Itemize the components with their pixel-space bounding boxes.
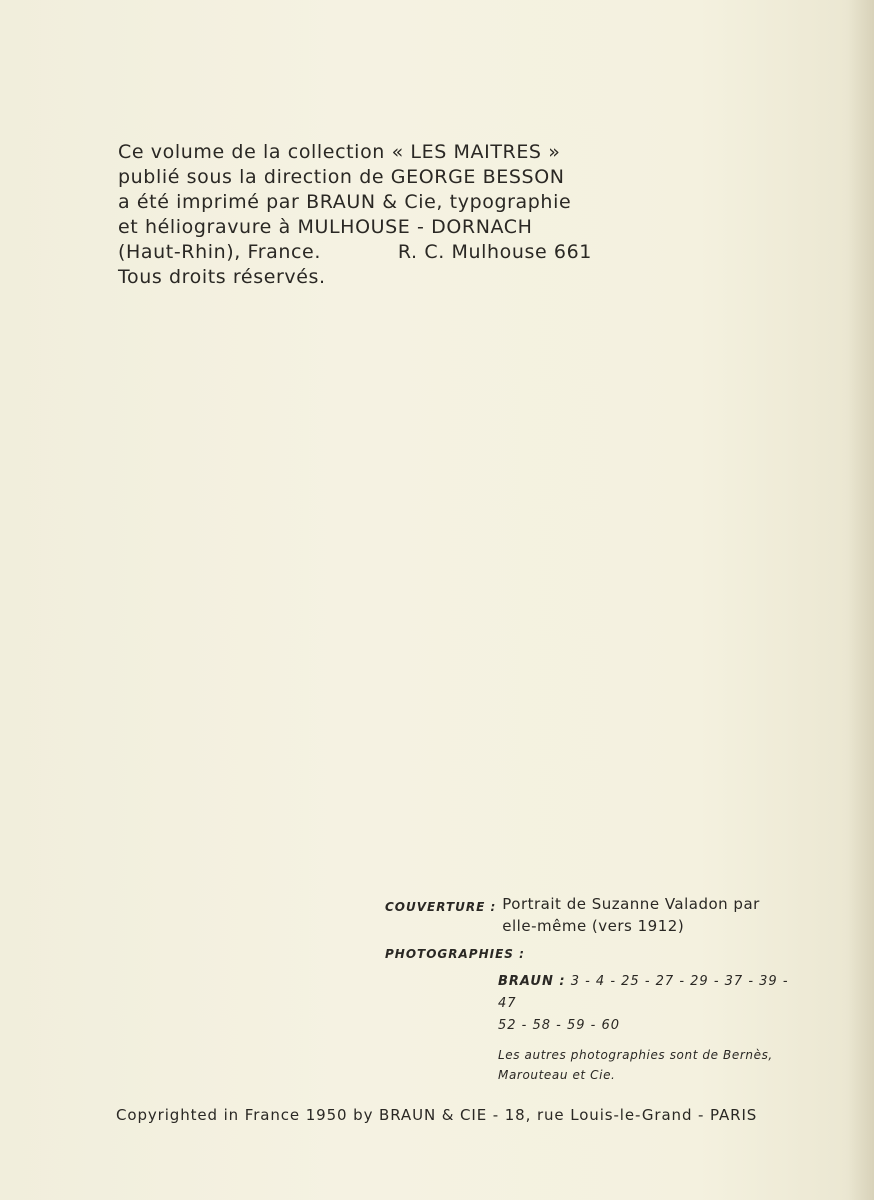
colophon <box>118 140 592 290</box>
colophon-line: et héliogravure à MULHOUSE - DORNACH <box>118 216 533 238</box>
other-photographers <box>385 1045 805 1085</box>
rights-line <box>118 265 592 290</box>
copyright-notice: Copyrighted in France 1950 by BRAUN & CIE - 18, rue Louis-le-Grand - PARIS <box>116 1106 758 1124</box>
rights-text: Tous droits réservés. <box>118 266 326 288</box>
page-edge-shadow <box>848 0 874 1200</box>
cover-credit <box>385 893 805 937</box>
colophon-registry: R. C. Mulhouse 661 <box>397 241 592 263</box>
braun-credit <box>385 971 805 1037</box>
braun-numbers: 3 - 4 - 25 - 27 - 29 - 37 - 39 - 47 <box>498 974 789 1011</box>
photographs-label: PHOTOGRAPHIES : <box>385 947 525 961</box>
braun-label: BRAUN : <box>498 974 566 989</box>
colophon-line: publié sous la direction de GEORGE BESSON <box>118 166 565 188</box>
cover-label: COUVERTURE : <box>385 900 497 914</box>
colophon-location: (Haut-Rhin), France. <box>118 241 321 263</box>
cover-text-line: Portrait de Suzanne Valadon par <box>502 895 760 913</box>
braun-line <box>498 971 805 1015</box>
others-line: Marouteau et Cie. <box>498 1068 616 1082</box>
others-line: Les autres photographies sont de Bernès, <box>498 1048 773 1062</box>
colophon-location-line <box>118 240 592 265</box>
colophon-line: Ce volume de la collection « LES MAITRES » <box>118 141 561 163</box>
braun-numbers-continued: 52 - 58 - 59 - 60 <box>498 1018 621 1033</box>
colophon-line: a été imprimé par BRAUN & Cie, typographie <box>118 191 572 213</box>
cover-description <box>496 893 760 937</box>
image-credits <box>385 893 805 1085</box>
cover-text-line: elle-même (vers 1912) <box>502 917 685 935</box>
